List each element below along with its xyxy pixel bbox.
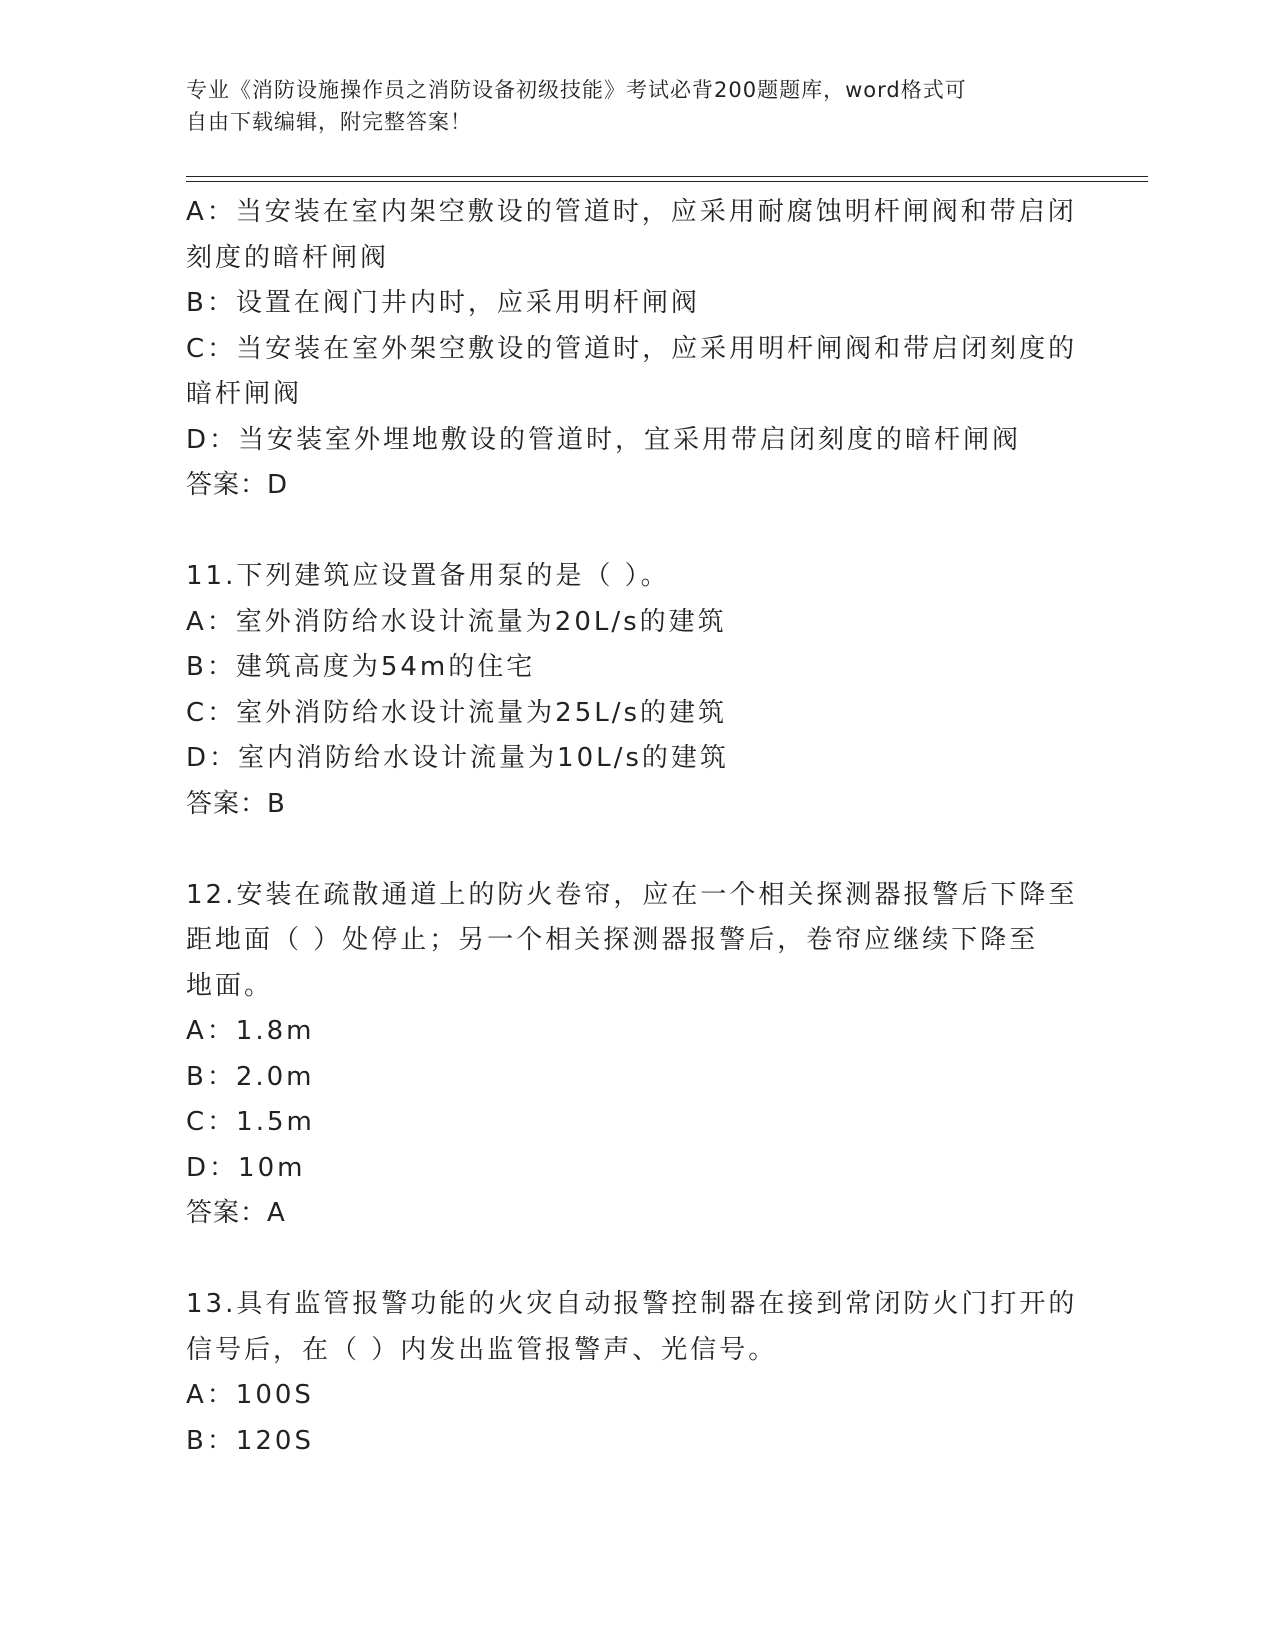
q12-option-c: C：1.5m — [186, 1107, 315, 1137]
q12-answer: 答案：A — [186, 1198, 286, 1228]
spacer — [186, 509, 1086, 555]
q12-option-a: A：1.8m — [186, 1016, 315, 1046]
q10-option-c-line-1: C：当安装在室外架空敷设的管道时，应采用明杆闸阀和带启闭刻度的 — [186, 333, 1078, 364]
q10-option-b: B：设置在阀门井内时，应采用明杆闸阀 — [186, 288, 700, 318]
header-title-line-1: 专业《消防设施操作员之消防设备初级技能》考试必背200题题库，word格式可 — [186, 78, 967, 102]
q10-option-d: D：当安装室外埋地敷设的管道时，宜采用带启闭刻度的暗杆闸阀 — [186, 424, 1022, 455]
q11-option-d: D：室内消防给水设计流量为10L/s的建筑 — [186, 743, 729, 773]
q11-stem: 11.下列建筑应设置备用泵的是（ ）。 — [186, 561, 670, 591]
spacer — [186, 1237, 1086, 1283]
q12-stem-line-2: 距地面（ ）处停止；另一个相关探测器报警后，卷帘应继续下降至 — [186, 925, 1039, 955]
question-11-block — [186, 554, 1086, 827]
q13-stem-line-1: 13.具有监管报警功能的火灾自动报警控制器在接到常闭防火门打开的 — [186, 1289, 1078, 1319]
question-10-block — [186, 190, 1086, 509]
q10-option-c-line-2: 暗杆闸阀 — [186, 379, 303, 409]
q10-answer: 答案：D — [186, 470, 289, 500]
q10-option-a-line-1: A：当安装在室内架空敷设的管道时，应采用耐腐蚀明杆闸阀和带启闭 — [186, 197, 1077, 227]
q13-option-a: A：100S — [186, 1380, 314, 1410]
spacer — [186, 827, 1086, 873]
q11-answer: 答案：B — [186, 788, 286, 819]
question-13-block — [186, 1282, 1086, 1464]
question-12-block — [186, 873, 1086, 1237]
question-content — [186, 190, 1086, 1464]
q12-stem-line-3: 地面。 — [186, 970, 274, 1001]
q13-option-b: B：120S — [186, 1425, 314, 1456]
header-title-line-2: 自由下载编辑，附完整答案！ — [186, 110, 472, 134]
q12-option-d: D：10m — [186, 1152, 306, 1183]
document-header — [186, 74, 1086, 138]
header-divider-top — [186, 176, 1148, 177]
header-divider-bottom — [186, 181, 1148, 182]
q11-option-c: C：室外消防给水设计流量为25L/s的建筑 — [186, 697, 728, 728]
q13-stem-line-2: 信号后，在（ ）内发出监管报警声、光信号。 — [186, 1334, 778, 1365]
q12-option-b: B：2.0m — [186, 1061, 315, 1092]
q11-option-b: B：建筑高度为54m的住宅 — [186, 652, 536, 682]
q12-stem-line-1: 12.安装在疏散通道上的防火卷帘，应在一个相关探测器报警后下降至 — [186, 879, 1078, 910]
q11-option-a: A：室外消防给水设计流量为20L/s的建筑 — [186, 606, 727, 637]
q10-option-a-line-2: 刻度的暗杆闸阀 — [186, 242, 390, 273]
